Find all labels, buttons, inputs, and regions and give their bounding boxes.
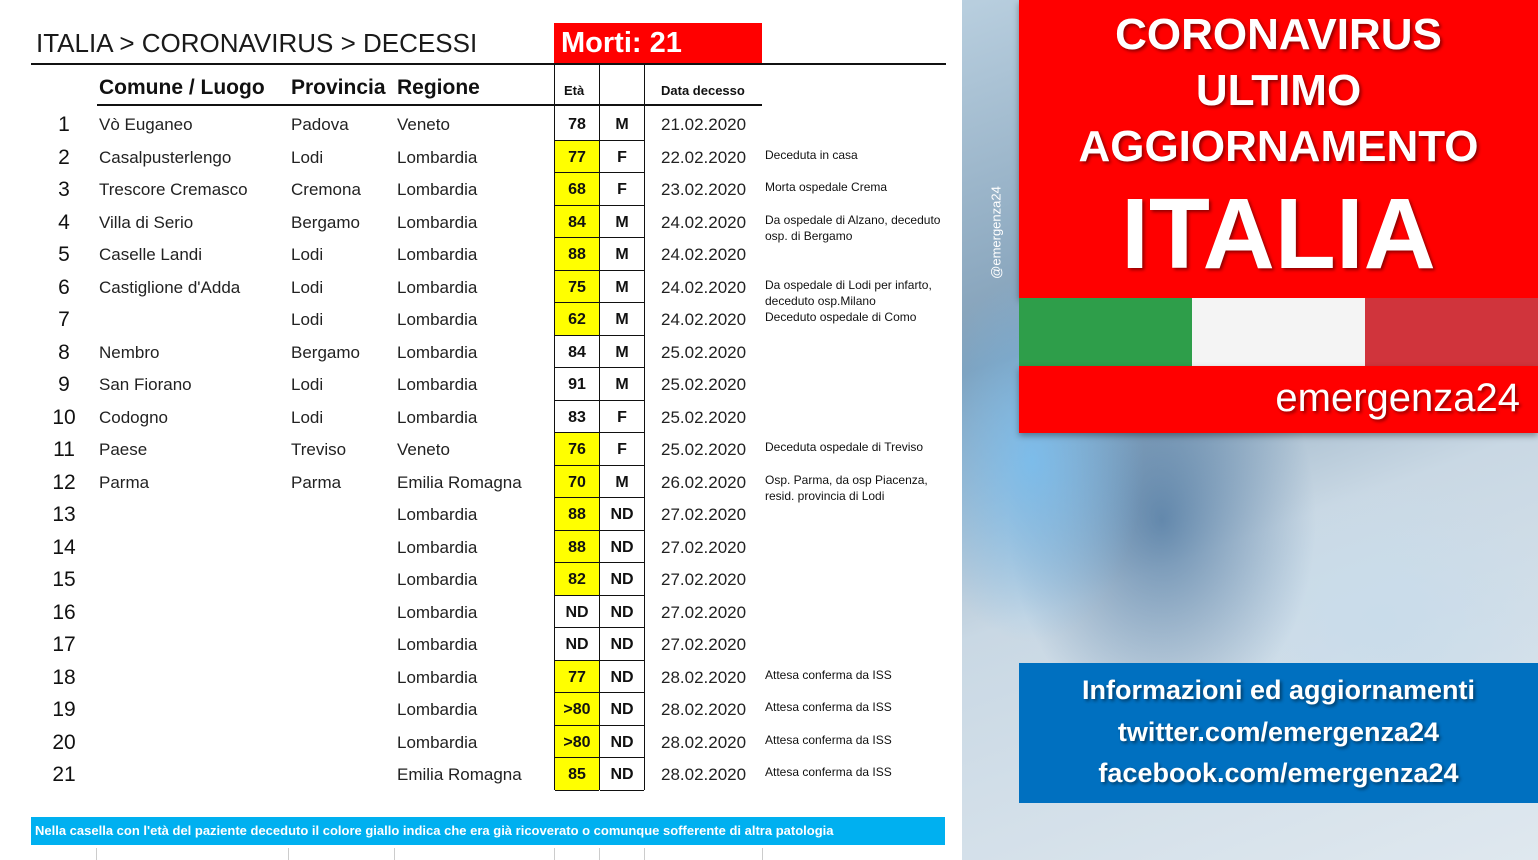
cell-sesso: ND <box>600 758 644 791</box>
cell-comune: Castiglione d'Adda <box>99 277 241 297</box>
cell-data: 27.02.2020 <box>661 537 747 557</box>
cell-provincia: Cremona <box>291 180 361 199</box>
cell-eta: 70 <box>555 466 599 499</box>
table-row <box>0 206 962 243</box>
row-number: 13 <box>52 503 76 526</box>
cell-sesso: M <box>600 303 644 336</box>
cell-data: 26.02.2020 <box>661 472 747 492</box>
cell-sesso: M <box>600 271 644 304</box>
row-number: 18 <box>52 665 76 689</box>
cell-regione: Emilia Romagna <box>397 472 522 492</box>
cell-eta: 77 <box>555 661 599 694</box>
cell-comune: Trescore Cremasco <box>99 180 248 199</box>
cell-data: 24.02.2020 <box>661 310 747 329</box>
sheet-gridline <box>96 848 97 860</box>
row-number: 19 <box>52 698 76 721</box>
row-number: 8 <box>58 340 70 364</box>
header-divider <box>31 63 946 65</box>
row-number: 9 <box>58 373 70 396</box>
table-row <box>0 661 962 694</box>
table-row <box>0 628 962 661</box>
row-number: 12 <box>52 470 76 494</box>
cell-note: Deceduto ospedale di Como <box>765 310 917 324</box>
cell-note: Da ospedale di Alzano, deceduto osp. di Bergamo <box>765 212 941 243</box>
cell-comune: Codogno <box>99 407 169 427</box>
cell-sesso: ND <box>600 596 644 629</box>
cell-data: 27.02.2020 <box>661 635 747 654</box>
cell-sesso: F <box>600 141 644 174</box>
breadcrumb: ITALIA > CORONAVIRUS > DECESSI <box>36 28 478 58</box>
cell-note: Attesa conferma da ISS <box>765 667 892 682</box>
cell-eta: 78 <box>555 108 599 141</box>
cell-comune: Casalpusterlengo <box>99 147 232 167</box>
cell-sesso: M <box>600 336 644 369</box>
flag-red-stripe <box>1365 298 1538 366</box>
cell-data: 25.02.2020 <box>661 407 747 427</box>
cell-sesso: M <box>600 466 644 499</box>
cell-regione: Lombardia <box>397 505 478 524</box>
sheet-gridline <box>288 848 289 860</box>
cell-comune: Caselle Landi <box>99 245 203 264</box>
cell-sesso: M <box>600 206 644 239</box>
sheet-gridline <box>394 848 395 860</box>
cell-sesso: ND <box>600 531 644 564</box>
table-row <box>0 303 962 336</box>
title-line-1: CORONAVIRUS <box>1115 10 1442 59</box>
cell-eta: 68 <box>555 173 599 206</box>
cell-regione: Lombardia <box>397 147 478 167</box>
cell-regione: Lombardia <box>397 375 478 394</box>
title-line-2: ULTIMO <box>1195 66 1362 115</box>
row-number: 2 <box>58 145 70 169</box>
cell-data: 28.02.2020 <box>661 700 747 719</box>
cell-regione: Lombardia <box>397 212 478 232</box>
cell-sesso: ND <box>600 661 644 694</box>
column-header-regione: Regione <box>397 76 480 99</box>
row-number: 15 <box>52 568 76 591</box>
table-row <box>0 466 962 503</box>
cell-data: 28.02.2020 <box>661 765 747 784</box>
row-number: 6 <box>58 275 70 299</box>
row-number: 16 <box>52 600 76 624</box>
cell-eta: >80 <box>555 726 599 759</box>
row-number: 7 <box>58 308 70 331</box>
cell-provincia: Lodi <box>291 147 324 167</box>
cell-regione: Lombardia <box>397 700 478 719</box>
info-line: Informazioni ed aggiornamenti <box>1081 675 1476 705</box>
cell-eta: 91 <box>555 368 599 401</box>
cell-provincia: Lodi <box>291 310 324 329</box>
cell-data: 23.02.2020 <box>661 180 747 199</box>
cell-note: Morta ospedale Crema <box>765 180 888 194</box>
row-number: 11 <box>53 438 75 461</box>
title-country: ITALIA <box>1121 178 1436 290</box>
cell-eta: >80 <box>555 693 599 726</box>
table-row <box>0 531 962 564</box>
cell-eta: 88 <box>555 531 599 564</box>
cell-data: 24.02.2020 <box>661 245 747 264</box>
table-row <box>0 271 962 308</box>
brand-box <box>1019 366 1538 433</box>
cell-data: 24.02.2020 <box>661 212 747 232</box>
column-header-eta: Età <box>564 83 585 98</box>
brand-name: emergenza24 <box>1275 376 1520 420</box>
table-row <box>0 726 962 759</box>
cell-provincia: Lodi <box>291 277 324 297</box>
cell-regione: Lombardia <box>397 732 478 752</box>
table-row <box>0 238 962 271</box>
table-row <box>0 401 962 434</box>
cell-data: 27.02.2020 <box>661 602 747 622</box>
cell-sesso: M <box>600 238 644 271</box>
cell-regione: Lombardia <box>397 635 478 654</box>
cell-sesso: ND <box>600 726 644 759</box>
cell-note: Deceduta ospedale di Treviso <box>765 440 924 454</box>
cell-data: 27.02.2020 <box>661 570 747 589</box>
cell-comune: Nembro <box>99 342 160 362</box>
sheet-gridline <box>554 848 555 860</box>
cell-provincia: Lodi <box>291 245 324 264</box>
cell-eta: 84 <box>555 336 599 369</box>
flag-white-stripe <box>1192 298 1365 366</box>
cell-data: 28.02.2020 <box>661 732 747 752</box>
cell-data: 25.02.2020 <box>661 342 747 362</box>
cell-note: Osp. Parma, da osp Piacenza, resid. provincia di Lodi <box>765 472 928 503</box>
cell-regione: Lombardia <box>397 667 478 687</box>
table-row <box>0 141 962 174</box>
cell-regione: Lombardia <box>397 602 478 622</box>
cell-regione: Lombardia <box>397 537 478 557</box>
cell-sesso: ND <box>600 693 644 726</box>
cell-eta: 82 <box>555 563 599 596</box>
table-row <box>0 563 962 596</box>
column-header-comune: Comune / Luogo <box>99 76 265 99</box>
cell-data: 27.02.2020 <box>661 505 747 524</box>
cell-regione: Lombardia <box>397 342 478 362</box>
cell-note: Attesa conferma da ISS <box>765 700 892 714</box>
table-row <box>0 433 962 466</box>
flag-green-stripe <box>1019 298 1192 366</box>
column-header-data: Data decesso <box>661 83 745 98</box>
cell-eta: 88 <box>555 238 599 271</box>
title-box <box>1019 0 1538 298</box>
cell-eta: 83 <box>555 401 599 434</box>
cell-comune: San Fiorano <box>99 375 192 394</box>
table-row <box>0 108 962 141</box>
table-row <box>0 498 962 531</box>
deaths-count-badge: Morti: 21 <box>554 23 762 63</box>
cell-comune: Paese <box>99 440 148 459</box>
cell-eta: 62 <box>555 303 599 336</box>
handle-watermark <box>976 170 1016 300</box>
cell-sesso: M <box>600 368 644 401</box>
info-box <box>1019 663 1538 803</box>
cell-note: Da ospedale di Lodi per infarto, deceduto osp.Milano <box>765 277 932 308</box>
cell-regione: Lombardia <box>397 310 478 329</box>
facebook-link[interactable]: facebook.com/emergenza24 <box>1098 758 1459 788</box>
cell-sesso: F <box>600 433 644 466</box>
row-number: 3 <box>58 178 70 201</box>
row-number: 1 <box>58 113 70 136</box>
cell-provincia: Padova <box>291 115 349 134</box>
title-line-3: AGGIORNAMENTO <box>1078 122 1479 171</box>
cell-sesso: F <box>600 173 644 206</box>
cell-note: Attesa conferma da ISS <box>765 765 892 779</box>
table-row <box>0 173 962 206</box>
cell-provincia: Bergamo <box>291 342 360 362</box>
cell-comune: Vò Euganeo <box>99 115 193 134</box>
cell-eta: 77 <box>555 141 599 174</box>
row-number: 4 <box>58 210 70 234</box>
footnote-banner: Nella casella con l'età del paziente deceduto il colore giallo indica che era già ricoverato o comunque sofferente di altra patologia <box>31 817 945 845</box>
cell-sesso: ND <box>600 498 644 531</box>
cell-regione: Lombardia <box>397 407 478 427</box>
cell-eta: 85 <box>555 758 599 791</box>
cell-sesso: ND <box>600 628 644 661</box>
column-header-underline <box>97 104 762 106</box>
table-row <box>0 758 962 791</box>
italian-flag <box>1019 298 1538 366</box>
cell-regione: Veneto <box>397 440 450 459</box>
cell-regione: Veneto <box>397 115 450 134</box>
promo-panel <box>962 0 1538 860</box>
cell-data: 24.02.2020 <box>661 277 747 297</box>
table-row <box>0 596 962 629</box>
cell-data: 22.02.2020 <box>661 147 747 167</box>
cell-eta: 75 <box>555 271 599 304</box>
cell-regione: Lombardia <box>397 180 478 199</box>
cell-data: 25.02.2020 <box>661 440 747 459</box>
cell-provincia: Bergamo <box>291 212 360 232</box>
row-number: 5 <box>58 243 70 266</box>
cell-sesso: M <box>600 108 644 141</box>
cell-eta: ND <box>555 596 599 629</box>
cell-eta: 88 <box>555 498 599 531</box>
cell-note: Deceduta in casa <box>765 147 858 162</box>
table-row <box>0 693 962 726</box>
row-number: 21 <box>52 763 76 786</box>
cell-sesso: F <box>600 401 644 434</box>
cell-regione: Lombardia <box>397 245 478 264</box>
cell-data: 25.02.2020 <box>661 375 747 394</box>
cell-note: Attesa conferma da ISS <box>765 732 892 747</box>
cell-eta: 76 <box>555 433 599 466</box>
sheet-gridline <box>599 848 600 860</box>
row-number: 10 <box>52 405 76 429</box>
cell-regione: Emilia Romagna <box>397 765 522 784</box>
table-row <box>0 336 962 369</box>
cell-data: 28.02.2020 <box>661 667 747 687</box>
sheet-gridline <box>644 848 645 860</box>
cell-comune: Parma <box>99 472 150 492</box>
cell-data: 21.02.2020 <box>661 115 747 134</box>
cell-sesso: ND <box>600 563 644 596</box>
row-number: 20 <box>52 730 76 754</box>
cell-regione: Lombardia <box>397 277 478 297</box>
cell-provincia: Treviso <box>291 440 347 459</box>
column-header-provincia: Provincia <box>291 76 386 99</box>
cell-provincia: Lodi <box>291 375 324 394</box>
sheet-gridline <box>762 848 763 860</box>
cell-eta: ND <box>555 628 599 661</box>
handle-text: @emergenza24 <box>988 186 1004 279</box>
row-number: 14 <box>52 535 76 559</box>
cell-eta: 84 <box>555 206 599 239</box>
row-number: 17 <box>52 633 76 656</box>
cell-provincia: Parma <box>291 472 342 492</box>
cell-regione: Lombardia <box>397 570 478 589</box>
cell-provincia: Lodi <box>291 407 324 427</box>
cell-comune: Villa di Serio <box>99 212 194 232</box>
twitter-link[interactable]: twitter.com/emergenza24 <box>1117 717 1440 747</box>
table-row <box>0 368 962 401</box>
